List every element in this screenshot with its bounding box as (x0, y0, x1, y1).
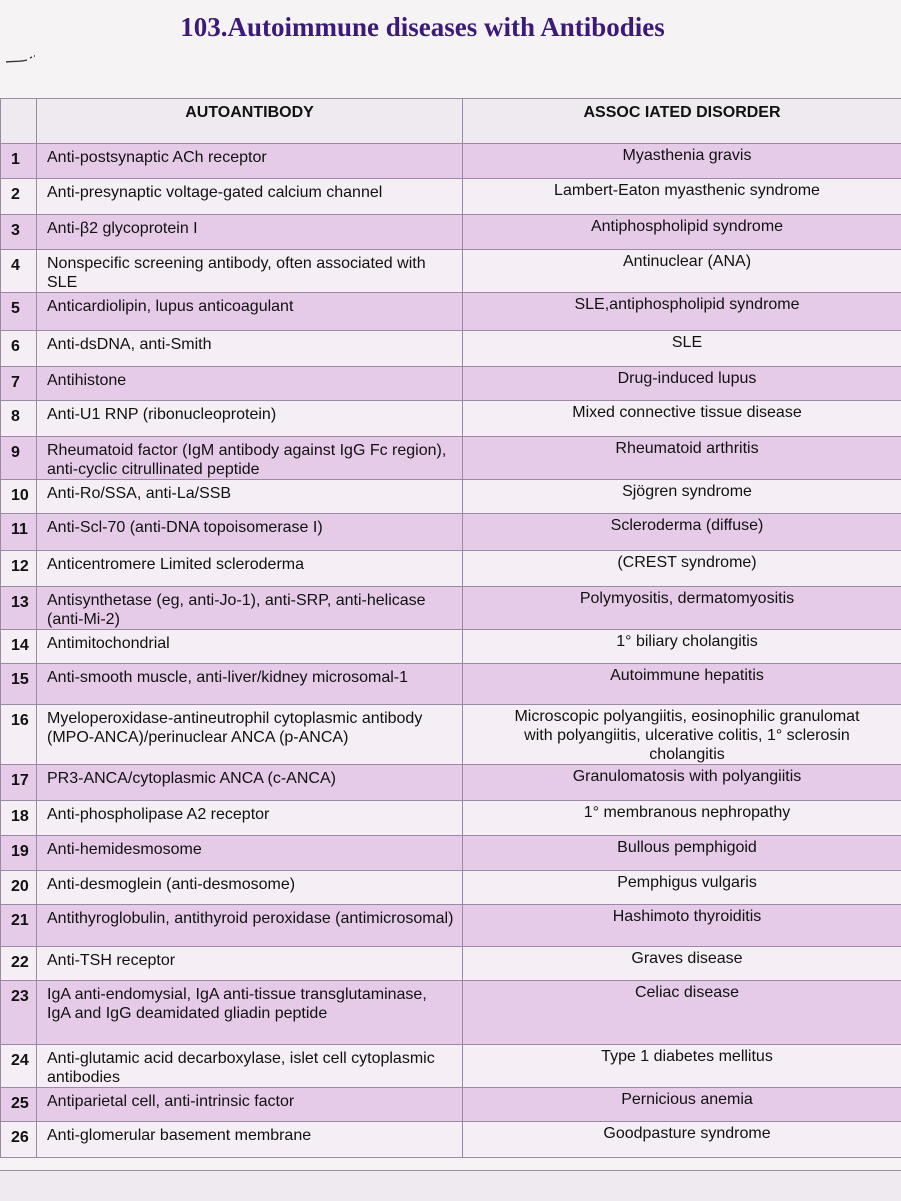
autoantibody-cell: Anti-Scl-70 (anti-DNA topoisomerase I) (37, 514, 463, 551)
autoantibody-cell: Anti-U1 RNP (ribonucleoprotein) (37, 401, 463, 437)
disorder-cell: SLE,antiphospholipid syndrome (463, 293, 901, 331)
disorder-cell: 1° membranous nephropathy (463, 801, 901, 836)
row-number: 11 (1, 514, 37, 551)
disorder-cell: Hashimoto thyroiditis (463, 905, 901, 947)
disorder-cell: Myasthenia gravis (463, 144, 901, 179)
table-row (1, 144, 901, 179)
row-number: 21 (1, 905, 37, 947)
disorder-cell (463, 705, 901, 765)
row-number: 16 (1, 705, 37, 765)
row-number: 17 (1, 765, 37, 801)
table-row (1, 905, 901, 947)
row-number: 3 (1, 215, 37, 250)
table-row (1, 551, 901, 587)
autoantibody-cell: Anti-TSH receptor (37, 947, 463, 981)
disorder-cell: Autoimmune hepatitis (463, 664, 901, 705)
row-number: 14 (1, 630, 37, 664)
header-number (1, 99, 37, 144)
row-number: 8 (1, 401, 37, 437)
table-row (1, 1088, 901, 1122)
table-row (1, 367, 901, 401)
row-number: 5 (1, 293, 37, 331)
autoantibody-cell: Anti-dsDNA, anti-Smith (37, 331, 463, 367)
table-row (1, 765, 901, 801)
autoantibody-cell: Antithyroglobulin, antithyroid peroxidase (antimicrosomal) (37, 905, 463, 947)
autoantibody-cell: Anti-desmoglein (anti-desmosome) (37, 871, 463, 905)
autoantibody-cell: Antimitochondrial (37, 630, 463, 664)
autoantibody-cell: Anti-hemidesmosome (37, 836, 463, 871)
disorder-line: Microscopic polyangiitis, eosinophilic granulomat (477, 707, 897, 726)
autoantibody-cell: Antisynthetase (eg, anti-Jo-1), anti-SRP, anti-helicase (anti-Mi-2) (37, 587, 463, 630)
table-row (1, 437, 901, 480)
table-row (1, 705, 901, 765)
autoantibody-cell: Anti-glomerular basement membrane (37, 1122, 463, 1158)
disorder-cell: Drug-induced lupus (463, 367, 901, 401)
disorder-cell: Rheumatoid arthritis (463, 437, 901, 480)
disorder-line: cholangitis (477, 745, 897, 764)
table-row (1, 401, 901, 437)
autoantibody-cell: Anti-smooth muscle, anti-liver/kidney microsomal-1 (37, 664, 463, 705)
disorder-cell: Bullous pemphigoid (463, 836, 901, 871)
autoantibody-cell: PR3-ANCA/cytoplasmic ANCA (c-ANCA) (37, 765, 463, 801)
autoantibody-cell: Anti-Ro/SSA, anti-La/SSB (37, 480, 463, 514)
table-row (1, 587, 901, 630)
autoantibody-cell: Anticentromere Limited scleroderma (37, 551, 463, 587)
table-row (1, 331, 901, 367)
table-row (1, 480, 901, 514)
row-number: 12 (1, 551, 37, 587)
autoantibody-cell: Myeloperoxidase-antineutrophil cytoplasmic antibody (MPO-ANCA)/perinuclear ANCA (p-ANCA) (37, 705, 463, 765)
row-number: 6 (1, 331, 37, 367)
row-number: 19 (1, 836, 37, 871)
table-row (1, 836, 901, 871)
disorder-cell: 1° biliary cholangitis (463, 630, 901, 664)
disorder-cell: Goodpasture syndrome (463, 1122, 901, 1158)
autoantibody-cell: Nonspecific screening antibody, often associated with SLE (37, 250, 463, 293)
row-number: 2 (1, 179, 37, 215)
header-disorder: ASSOC IATED DISORDER (463, 99, 901, 144)
pen-mark (5, 55, 37, 65)
autoantibody-cell: Anti-presynaptic voltage-gated calcium channel (37, 179, 463, 215)
disorder-cell: Graves disease (463, 947, 901, 981)
autoantibody-cell: Antiparietal cell, anti-intrinsic factor (37, 1088, 463, 1122)
table-row (1, 514, 901, 551)
table-row (1, 179, 901, 215)
disorder-cell: Scleroderma (diffuse) (463, 514, 901, 551)
row-number: 13 (1, 587, 37, 630)
disorder-cell: Mixed connective tissue disease (463, 401, 901, 437)
row-number: 1 (1, 144, 37, 179)
row-number: 26 (1, 1122, 37, 1158)
row-number: 7 (1, 367, 37, 401)
disorder-cell: Type 1 diabetes mellitus (463, 1045, 901, 1088)
disorder-cell: Sjögren syndrome (463, 480, 901, 514)
disorder-cell: Granulomatosis with polyangiitis (463, 765, 901, 801)
row-number: 23 (1, 981, 37, 1045)
disorder-cell: Antinuclear (ANA) (463, 250, 901, 293)
row-number: 4 (1, 250, 37, 293)
disorder-cell: (CREST syndrome) (463, 551, 901, 587)
table-row (1, 215, 901, 250)
row-number: 20 (1, 871, 37, 905)
row-number: 25 (1, 1088, 37, 1122)
row-number: 22 (1, 947, 37, 981)
autoantibody-cell: Rheumatoid factor (IgM antibody against IgG Fc region), anti-cyclic citrullinated peptide (37, 437, 463, 480)
disorder-line: with polyangiitis, ulcerative colitis, 1° sclerosin (477, 726, 897, 745)
autoantibody-cell: Anti-β2 glycoprotein I (37, 215, 463, 250)
autoantibody-cell: Antihistone (37, 367, 463, 401)
disorder-cell: Pemphigus vulgaris (463, 871, 901, 905)
table-row (1, 1122, 901, 1158)
disorder-cell: Celiac disease (463, 981, 901, 1045)
table-footer-strip (0, 1170, 901, 1201)
table-row (1, 801, 901, 836)
row-number: 10 (1, 480, 37, 514)
antibody-table (0, 98, 901, 1158)
row-number: 9 (1, 437, 37, 480)
row-number: 15 (1, 664, 37, 705)
table-row (1, 250, 901, 293)
autoantibody-cell: Anti-glutamic acid decarboxylase, islet cell cytoplasmic antibodies (37, 1045, 463, 1088)
autoantibody-cell: IgA anti-endomysial, IgA anti-tissue transglutaminase, IgA and IgG deamidated gliadin peptide (37, 981, 463, 1045)
row-number: 24 (1, 1045, 37, 1088)
disorder-cell: Lambert-Eaton myasthenic syndrome (463, 179, 901, 215)
disorder-cell: Antiphospholipid syndrome (463, 215, 901, 250)
table-row (1, 981, 901, 1045)
table-row (1, 664, 901, 705)
table-row (1, 947, 901, 981)
table-row (1, 871, 901, 905)
autoantibody-cell: Anti-postsynaptic ACh receptor (37, 144, 463, 179)
autoantibody-cell: Anticardiolipin, lupus anticoagulant (37, 293, 463, 331)
header-autoantibody: AUTOANTIBODY (37, 99, 463, 144)
header-row (1, 99, 901, 144)
page-title: 103.Autoimmune diseases with Antibodies (0, 12, 845, 43)
row-number: 18 (1, 801, 37, 836)
disorder-cell: Polymyositis, dermatomyositis (463, 587, 901, 630)
disorder-cell: Pernicious anemia (463, 1088, 901, 1122)
autoantibody-cell: Anti-phospholipase A2 receptor (37, 801, 463, 836)
disorder-cell: SLE (463, 331, 901, 367)
table-row (1, 630, 901, 664)
table-row (1, 1045, 901, 1088)
table-row (1, 293, 901, 331)
